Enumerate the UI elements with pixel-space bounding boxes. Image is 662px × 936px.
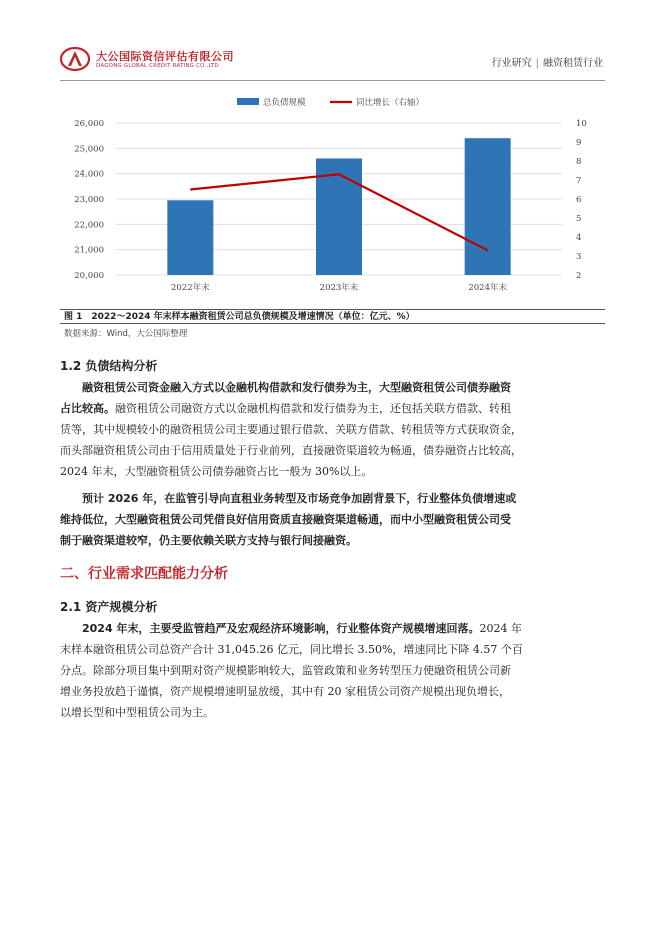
company-name-en: DAGONG GLOBAL CREDIT RATING CO.,LTD: [96, 63, 219, 69]
y-tick-label: 26,000: [74, 119, 104, 129]
y2-tick-label: 2: [576, 271, 582, 281]
legend-label: 同比增长（右轴）: [356, 98, 425, 108]
company-name-cn: 大公国际资信评估有限公司: [96, 50, 234, 63]
y-tick-label: 22,000: [74, 220, 104, 231]
header-divider: [60, 80, 605, 81]
chart-svg: [60, 90, 605, 302]
section-2-1-paragraph: [60, 618, 605, 723]
bar: [465, 138, 511, 275]
y2-tick-label: 7: [576, 176, 582, 186]
text-line: 而头部融资租赁公司由于信用质量处于行业前列，直接融资渠道较为畅通，债券融资占比较高，: [60, 444, 522, 457]
y2-tick-label: 9: [576, 138, 582, 148]
section-2-1-title: 2.1 资产规模分析: [60, 600, 158, 614]
text-line: 2024 年末，主要受监管趋严及宏观经济环境影响，行业整体资产规模增速回落。2024 年: [82, 622, 522, 635]
bar: [167, 200, 213, 275]
section-1-2-title: 1.2 负债结构分析: [60, 359, 158, 373]
text-line: 赁等，其中规模较小的融资租赁公司主要通过银行借款、关联方借款、转租赁等方式获取资金，: [60, 423, 522, 436]
y-tick-label: 24,000: [74, 169, 104, 180]
text-line: 制于融资渠道较窄，仍主要依赖关联方支持与银行间接融资。: [60, 534, 357, 547]
header-section: 行业研究: [491, 58, 532, 69]
text-line: 2024 年末，大型融资租赁公司债券融资占比一般为 30%以上。: [60, 465, 373, 478]
text-line: 融资租赁公司资金融入方式以金融机构借款和发行债券为主，大型融资租赁公司债券融资: [82, 381, 511, 394]
header-section-label: [492, 54, 603, 69]
legend-label: 总负债规模: [263, 98, 306, 108]
debt-scale-chart: [60, 90, 605, 302]
figure-caption: 图 1 2022～2024 年末样本融资租赁公司总负债规模及增速情况（单位：亿元、%）: [60, 309, 605, 324]
y-tick-label: 21,000: [74, 245, 104, 256]
text-line: 末样本融资租赁公司总资产合计 31,045.26 亿元，同比增长 3.50%，增速同比下降 4.57 个百: [60, 643, 523, 656]
header-separator: |: [535, 58, 539, 69]
text-line: 预计 2026 年，在监管引导向直租业务转型及市场竞争加剧背景下，行业整体负债增速或: [82, 492, 517, 505]
x-tick-label: 2022年末: [171, 283, 210, 293]
figure-source: 数据来源：Wind，大公国际整理: [64, 329, 188, 339]
y2-tick-label: 3: [576, 252, 582, 262]
page-header: [60, 46, 605, 76]
text-line: 占比较高。融资租赁公司融资方式以金融机构借款和发行债券为主，还包括关联方借款、转租: [60, 402, 511, 415]
section-1-2-paragraph-1: [60, 377, 605, 482]
text-line: 维持低位，大型融资租赁公司凭借良好信用资质直接融资渠道畅通，而中小型融资租赁公司受: [60, 513, 511, 526]
y-tick-label: 23,000: [74, 195, 104, 205]
header-subsection: 融资租赁行业: [543, 58, 603, 69]
dagong-logo-icon: [60, 46, 90, 72]
section-1-2-paragraph-2: [60, 488, 605, 551]
legend-swatch-bar: [237, 98, 259, 105]
text-line: 分点。除部分项目集中到期对资产规模影响较大，监管政策和业务转型压力使融资租赁公司新: [60, 664, 511, 677]
y2-tick-label: 6: [576, 195, 582, 205]
section-2-title: 二、行业需求匹配能力分析: [60, 566, 228, 582]
y2-tick-label: 4: [576, 233, 582, 243]
y-tick-label: 25,000: [74, 144, 104, 155]
text-line: 以增长型和中型租赁公司为主。: [60, 706, 214, 719]
x-tick-label: 2023年末: [319, 283, 359, 293]
y2-tick-label: 8: [576, 157, 582, 167]
y2-tick-label: 10: [576, 119, 587, 129]
y-tick-label: 20,000: [74, 271, 104, 281]
x-tick-label: 2024年末: [468, 283, 507, 293]
y2-tick-label: 5: [576, 214, 582, 224]
text-line: 增业务投放趋于谨慎，资产规模增速明显放缓，其中有 20 家租赁公司资产规模出现负增长，: [60, 685, 510, 698]
